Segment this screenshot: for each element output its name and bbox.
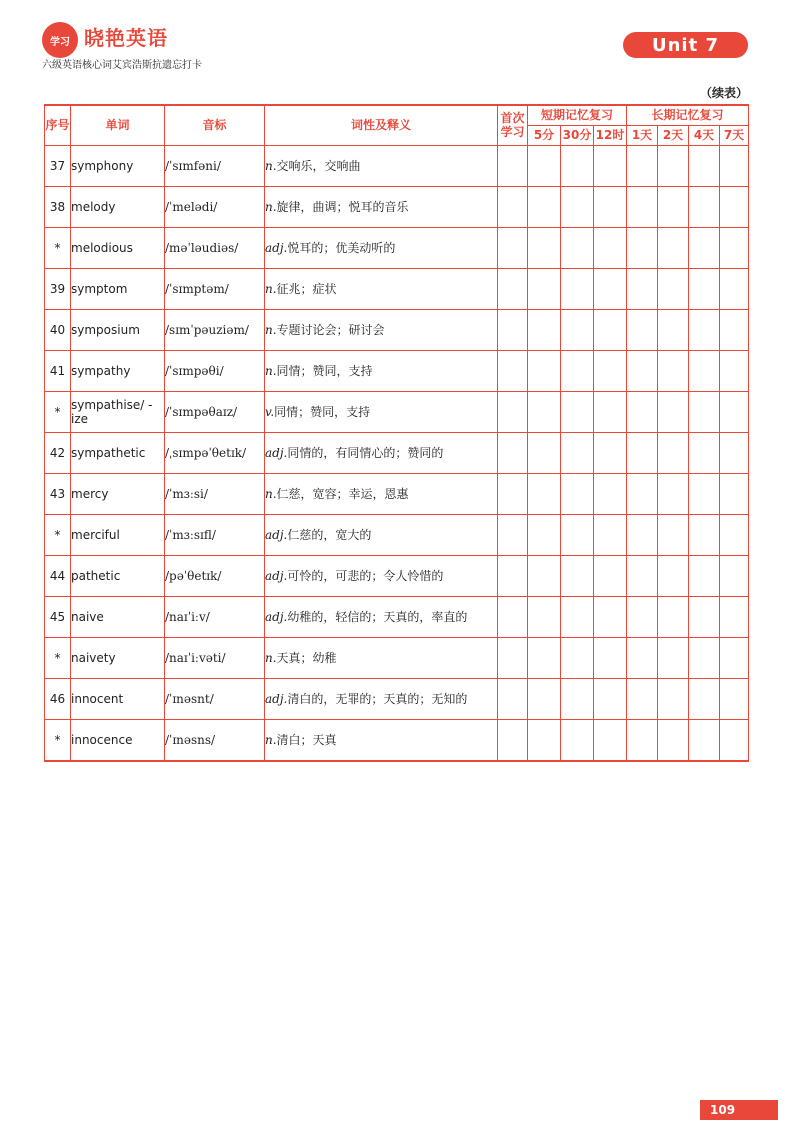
- word-cell: naivety: [71, 637, 165, 678]
- header-first-study: 首次学习: [498, 105, 528, 145]
- check-30min[interactable]: [561, 227, 594, 268]
- check-2day[interactable]: [658, 227, 689, 268]
- word-cell: mercy: [71, 473, 165, 514]
- header-long-term: 长期记忆复习: [627, 105, 749, 125]
- header-short-col: 12时: [594, 125, 627, 145]
- meaning-text: 交响乐，交响曲: [276, 159, 361, 173]
- table-row: [45, 719, 749, 761]
- meaning-text: 幼稚的，轻信的；天真的，率直的: [287, 610, 468, 624]
- part-of-speech: v.: [265, 405, 275, 419]
- part-of-speech: adj.: [265, 692, 288, 706]
- header-short-col: 5分: [528, 125, 561, 145]
- check-4day[interactable]: [689, 145, 720, 186]
- continued-label: （续表）: [699, 86, 748, 100]
- check-4day[interactable]: [689, 678, 720, 719]
- meaning-text: 同情；赞同，支持: [274, 405, 371, 419]
- check-30min[interactable]: [561, 596, 594, 637]
- table-row: [45, 473, 749, 514]
- meaning-text: 清白；天真: [276, 733, 337, 747]
- check-1day[interactable]: [627, 432, 658, 473]
- definition-cell: [265, 596, 498, 637]
- phonetic-cell: /ˈmelədi/: [165, 186, 265, 227]
- check-first-study[interactable]: [498, 637, 528, 678]
- check-2day[interactable]: [658, 637, 689, 678]
- definition-cell: [265, 473, 498, 514]
- check-7day[interactable]: [720, 514, 749, 555]
- part-of-speech: n.: [265, 364, 277, 378]
- meaning-text: 同情；赞同，支持: [276, 364, 373, 378]
- check-1day[interactable]: [627, 350, 658, 391]
- check-1day[interactable]: [627, 309, 658, 350]
- definition-cell: [265, 350, 498, 391]
- definition-cell: [265, 391, 498, 432]
- check-1day[interactable]: [627, 719, 658, 761]
- check-4day[interactable]: [689, 432, 720, 473]
- table-row: [45, 350, 749, 391]
- check-5min[interactable]: [528, 227, 561, 268]
- check-5min[interactable]: [528, 186, 561, 227]
- word-cell: sympathy: [71, 350, 165, 391]
- word-cell: sympathetic: [71, 432, 165, 473]
- header-short-term: 短期记忆复习: [528, 105, 627, 125]
- definition-cell: [265, 227, 498, 268]
- check-5min[interactable]: [528, 637, 561, 678]
- header-long-col: 1天: [627, 125, 658, 145]
- check-2day[interactable]: [658, 555, 689, 596]
- check-12h[interactable]: [594, 186, 627, 227]
- part-of-speech: n.: [265, 651, 277, 665]
- check-1day[interactable]: [627, 678, 658, 719]
- word-cell: symposium: [71, 309, 165, 350]
- word-cell: merciful: [71, 514, 165, 555]
- part-of-speech: n.: [265, 733, 277, 747]
- check-7day[interactable]: [720, 268, 749, 309]
- check-30min[interactable]: [561, 268, 594, 309]
- header-long-col: 4天: [689, 125, 720, 145]
- check-12h[interactable]: [594, 268, 627, 309]
- check-7day[interactable]: [720, 678, 749, 719]
- meaning-text: 悦耳的；优美动听的: [287, 241, 396, 255]
- check-first-study[interactable]: [498, 514, 528, 555]
- row-number: *: [45, 391, 71, 432]
- check-first-study[interactable]: [498, 719, 528, 761]
- check-4day[interactable]: [689, 555, 720, 596]
- check-30min[interactable]: [561, 473, 594, 514]
- check-4day[interactable]: [689, 719, 720, 761]
- table-row: [45, 555, 749, 596]
- table-row: [45, 432, 749, 473]
- definition-cell: [265, 145, 498, 186]
- check-2day[interactable]: [658, 391, 689, 432]
- check-30min[interactable]: [561, 719, 594, 761]
- header-definition: 词性及释义: [265, 105, 498, 145]
- header-no: 序号: [45, 105, 71, 145]
- phonetic-cell: /ˈmɜːsɪfl/: [165, 514, 265, 555]
- check-7day[interactable]: [720, 596, 749, 637]
- check-4day[interactable]: [689, 227, 720, 268]
- check-5min[interactable]: [528, 432, 561, 473]
- check-4day[interactable]: [689, 309, 720, 350]
- header-phonetic: 音标: [165, 105, 265, 145]
- row-number: *: [45, 719, 71, 761]
- check-12h[interactable]: [594, 391, 627, 432]
- check-7day[interactable]: [720, 432, 749, 473]
- row-number: *: [45, 227, 71, 268]
- check-first-study[interactable]: [498, 555, 528, 596]
- check-2day[interactable]: [658, 432, 689, 473]
- word-cell: symptom: [71, 268, 165, 309]
- check-30min[interactable]: [561, 514, 594, 555]
- check-30min[interactable]: [561, 391, 594, 432]
- word-cell: naive: [71, 596, 165, 637]
- check-30min[interactable]: [561, 432, 594, 473]
- definition-cell: [265, 719, 498, 761]
- definition-cell: [265, 268, 498, 309]
- header-short-col: 30分: [561, 125, 594, 145]
- check-4day[interactable]: [689, 596, 720, 637]
- check-1day[interactable]: [627, 555, 658, 596]
- vocabulary-rows: [45, 145, 749, 761]
- row-number: 46: [45, 678, 71, 719]
- check-1day[interactable]: [627, 268, 658, 309]
- check-1day[interactable]: [627, 186, 658, 227]
- table-row: [45, 678, 749, 719]
- check-first-study[interactable]: [498, 145, 528, 186]
- check-5min[interactable]: [528, 309, 561, 350]
- check-12h[interactable]: [594, 555, 627, 596]
- meaning-text: 同情的，有同情心的；赞同的: [287, 446, 444, 460]
- definition-cell: [265, 432, 498, 473]
- row-number: *: [45, 637, 71, 678]
- definition-cell: [265, 555, 498, 596]
- meaning-text: 可怜的，可悲的；令人怜惜的: [287, 569, 444, 583]
- definition-cell: [265, 678, 498, 719]
- phonetic-cell: /naɪˈiːv/: [165, 596, 265, 637]
- check-30min[interactable]: [561, 555, 594, 596]
- check-7day[interactable]: [720, 473, 749, 514]
- check-12h[interactable]: [594, 514, 627, 555]
- check-1day[interactable]: [627, 391, 658, 432]
- check-1day[interactable]: [627, 473, 658, 514]
- check-12h[interactable]: [594, 432, 627, 473]
- table-row: [45, 227, 749, 268]
- phonetic-cell: /ˈsɪmptəm/: [165, 268, 265, 309]
- check-2day[interactable]: [658, 268, 689, 309]
- meaning-text: 仁慈，宽容；幸运，恩惠: [276, 487, 409, 501]
- check-30min[interactable]: [561, 186, 594, 227]
- check-5min[interactable]: [528, 145, 561, 186]
- word-cell: melody: [71, 186, 165, 227]
- table-row: [45, 186, 749, 227]
- check-4day[interactable]: [689, 186, 720, 227]
- book-subtitle: 六级英语核心词艾宾浩斯抗遗忘打卡: [42, 60, 202, 71]
- check-30min[interactable]: [561, 678, 594, 719]
- check-1day[interactable]: [627, 514, 658, 555]
- part-of-speech: n.: [265, 487, 277, 501]
- check-30min[interactable]: [561, 145, 594, 186]
- check-2day[interactable]: [658, 145, 689, 186]
- part-of-speech: n.: [265, 200, 277, 214]
- table-row: [45, 637, 749, 678]
- row-number: 38: [45, 186, 71, 227]
- check-7day[interactable]: [720, 637, 749, 678]
- check-2day[interactable]: [658, 473, 689, 514]
- brand-logo-icon: 学习: [42, 22, 78, 58]
- check-2day[interactable]: [658, 596, 689, 637]
- check-5min[interactable]: [528, 678, 561, 719]
- part-of-speech: n.: [265, 159, 277, 173]
- brand-name: 晓艳英语: [84, 26, 168, 50]
- check-7day[interactable]: [720, 186, 749, 227]
- header-word: 单词: [71, 105, 165, 145]
- check-first-study[interactable]: [498, 391, 528, 432]
- phonetic-cell: /sɪmˈpəuziəm/: [165, 309, 265, 350]
- check-4day[interactable]: [689, 473, 720, 514]
- check-12h[interactable]: [594, 637, 627, 678]
- phonetic-cell: /ˈsɪmfəni/: [165, 145, 265, 186]
- check-12h[interactable]: [594, 227, 627, 268]
- check-first-study[interactable]: [498, 227, 528, 268]
- part-of-speech: adj.: [265, 569, 288, 583]
- table-row: [45, 145, 749, 186]
- header-long-col: 2天: [658, 125, 689, 145]
- phonetic-cell: /ˈsɪmpəθi/: [165, 350, 265, 391]
- check-7day[interactable]: [720, 145, 749, 186]
- check-first-study[interactable]: [498, 350, 528, 391]
- row-number: 41: [45, 350, 71, 391]
- check-5min[interactable]: [528, 391, 561, 432]
- row-number: *: [45, 514, 71, 555]
- meaning-text: 仁慈的，宽大的: [287, 528, 372, 542]
- phonetic-cell: /ˈmɜːsi/: [165, 473, 265, 514]
- meaning-text: 旋律，曲调；悦耳的音乐: [276, 200, 409, 214]
- check-4day[interactable]: [689, 514, 720, 555]
- vocabulary-table: [44, 104, 749, 762]
- row-number: 45: [45, 596, 71, 637]
- part-of-speech: n.: [265, 282, 277, 296]
- check-12h[interactable]: [594, 350, 627, 391]
- check-first-study[interactable]: [498, 596, 528, 637]
- row-number: 44: [45, 555, 71, 596]
- check-4day[interactable]: [689, 268, 720, 309]
- meaning-text: 清白的，无罪的；天真的；无知的: [287, 692, 468, 706]
- phonetic-cell: /ˌsɪmpəˈθetɪk/: [165, 432, 265, 473]
- definition-cell: [265, 186, 498, 227]
- unit-badge: Unit 7: [623, 32, 748, 58]
- check-7day[interactable]: [720, 719, 749, 761]
- check-7day[interactable]: [720, 391, 749, 432]
- check-1day[interactable]: [627, 596, 658, 637]
- check-4day[interactable]: [689, 637, 720, 678]
- check-12h[interactable]: [594, 719, 627, 761]
- meaning-text: 征兆；症状: [276, 282, 337, 296]
- check-first-study[interactable]: [498, 432, 528, 473]
- check-first-study[interactable]: [498, 473, 528, 514]
- phonetic-cell: /ˈɪnəsns/: [165, 719, 265, 761]
- part-of-speech: adj.: [265, 446, 288, 460]
- check-1day[interactable]: [627, 637, 658, 678]
- part-of-speech: adj.: [265, 610, 288, 624]
- check-5min[interactable]: [528, 350, 561, 391]
- check-7day[interactable]: [720, 555, 749, 596]
- part-of-speech: n.: [265, 323, 277, 337]
- definition-cell: [265, 514, 498, 555]
- word-cell: melodious: [71, 227, 165, 268]
- table-row: [45, 514, 749, 555]
- check-7day[interactable]: [720, 227, 749, 268]
- meaning-text: 天真；幼稚: [276, 651, 337, 665]
- header-long-col: 7天: [720, 125, 749, 145]
- table-row: [45, 596, 749, 637]
- row-number: 40: [45, 309, 71, 350]
- check-2day[interactable]: [658, 186, 689, 227]
- phonetic-cell: /pəˈθetɪk/: [165, 555, 265, 596]
- check-12h[interactable]: [594, 473, 627, 514]
- check-first-study[interactable]: [498, 186, 528, 227]
- check-5min[interactable]: [528, 555, 561, 596]
- check-7day[interactable]: [720, 350, 749, 391]
- row-number: 39: [45, 268, 71, 309]
- part-of-speech: adj.: [265, 241, 288, 255]
- table-row: [45, 309, 749, 350]
- check-30min[interactable]: [561, 309, 594, 350]
- phonetic-cell: /məˈləudiəs/: [165, 227, 265, 268]
- check-30min[interactable]: [561, 637, 594, 678]
- check-first-study[interactable]: [498, 309, 528, 350]
- table-row: [45, 268, 749, 309]
- check-12h[interactable]: [594, 145, 627, 186]
- check-2day[interactable]: [658, 514, 689, 555]
- check-7day[interactable]: [720, 309, 749, 350]
- check-12h[interactable]: [594, 678, 627, 719]
- check-first-study[interactable]: [498, 268, 528, 309]
- check-4day[interactable]: [689, 391, 720, 432]
- definition-cell: [265, 637, 498, 678]
- table-row: [45, 391, 749, 432]
- part-of-speech: adj.: [265, 528, 288, 542]
- definition-cell: [265, 309, 498, 350]
- word-cell: pathetic: [71, 555, 165, 596]
- check-5min[interactable]: [528, 514, 561, 555]
- check-4day[interactable]: [689, 350, 720, 391]
- check-5min[interactable]: [528, 596, 561, 637]
- page-number: 109: [700, 1100, 778, 1120]
- check-5min[interactable]: [528, 719, 561, 761]
- check-30min[interactable]: [561, 350, 594, 391]
- check-12h[interactable]: [594, 596, 627, 637]
- check-1day[interactable]: [627, 227, 658, 268]
- row-number: 37: [45, 145, 71, 186]
- check-5min[interactable]: [528, 473, 561, 514]
- phonetic-cell: /naɪˈiːvəti/: [165, 637, 265, 678]
- row-number: 42: [45, 432, 71, 473]
- row-number: 43: [45, 473, 71, 514]
- check-1day[interactable]: [627, 145, 658, 186]
- check-2day[interactable]: [658, 309, 689, 350]
- check-2day[interactable]: [658, 350, 689, 391]
- check-2day[interactable]: [658, 719, 689, 761]
- word-cell: sympathise/ -ize: [71, 391, 165, 432]
- meaning-text: 专题讨论会；研讨会: [276, 323, 385, 337]
- phonetic-cell: /ˈsɪmpəθaɪz/: [165, 391, 265, 432]
- check-5min[interactable]: [528, 268, 561, 309]
- check-first-study[interactable]: [498, 678, 528, 719]
- word-cell: innocence: [71, 719, 165, 761]
- word-cell: innocent: [71, 678, 165, 719]
- word-cell: symphony: [71, 145, 165, 186]
- check-12h[interactable]: [594, 309, 627, 350]
- check-2day[interactable]: [658, 678, 689, 719]
- phonetic-cell: /ˈɪnəsnt/: [165, 678, 265, 719]
